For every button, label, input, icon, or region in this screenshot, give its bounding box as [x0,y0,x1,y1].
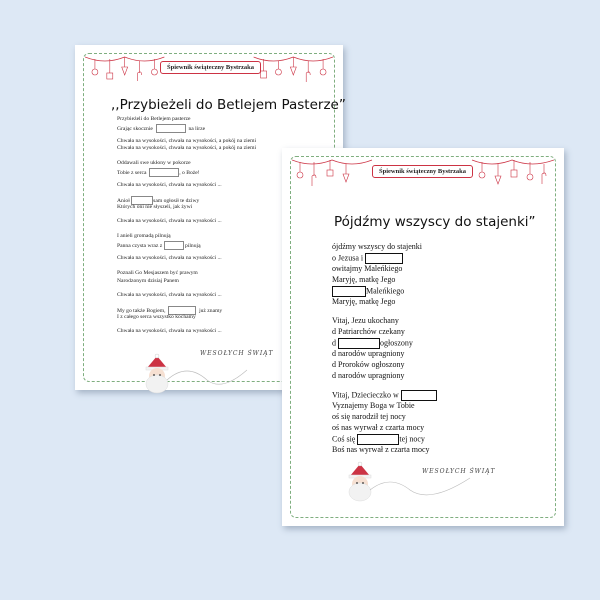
greeting-text: WESOŁYCH ŚWIĄT [422,468,496,475]
lyric-line: Anioł sam ogłosił te dziwy [117,197,200,204]
lyric-line: Narodzonym dzisiaj Panem [117,278,179,284]
song-title: ,,Przybieżeli do Betlejem Pasterze” [111,97,346,113]
lyric-line: Chwała na wysokości, chwała na wysokości, a pokój na ziemi [117,145,257,151]
greeting-text: WESOŁYCH ŚWIĄT [200,350,274,357]
lyric-line: I z całego serca wszystko kochamy [117,314,196,320]
lyric-line: d Proroków ogłoszony [332,360,405,369]
fill-in-blank[interactable] [164,241,184,250]
santa-illustration [133,350,253,400]
lyric-line: Chwała na wysokości, chwała na wysokości ... [117,328,222,334]
fill-in-blank[interactable] [401,390,437,401]
lyric-line: Vitaj, Dzieciecz​ko w [332,390,437,401]
fill-in-blank[interactable] [365,253,403,264]
lyric-line: Maryję, matkę Jego [332,297,396,306]
lyric-line: Vitaj, Jezu ukochany [332,316,399,325]
lyric-line: d Patriarchów czekany [332,327,405,336]
lyric-line: d narodów upragniony [332,349,405,358]
lyric-line: o Jezusa i [332,253,403,264]
lyric-line: Vyznajemy Boga w Tobie [332,401,415,410]
lyric-line: Coś się tej nocy [332,434,425,444]
fill-in-blank[interactable] [149,168,179,177]
song-title: Pójdźmy wszyscy do stajenki” [334,214,536,230]
lyric-line: Chwała na wysokości, chwała na wysokości ... [117,182,222,188]
fill-in-blank[interactable] [338,338,380,349]
santa-illustration [340,458,490,508]
songbook-header-label: Śpiewnik świąteczny Bystrzaka [372,165,473,178]
lyric-line: My go także Bogiem, już znamy [117,307,223,314]
fill-in-blank[interactable] [332,286,366,297]
lyric-line: Chwała na wysokości, chwała na wysokości, a pokój na ziemi [117,138,257,144]
lyric-line: Przybieżeli do Betlejem pasterze [117,116,191,122]
lyric-line: Poznali Go Mesjaszem być prawym [117,270,198,276]
lyric-line: Chwała na wysokości, chwała na wysokości ... [117,218,222,224]
lyric-line: Maryję, matkę Jego [332,275,396,284]
lyric-line: Chwała na wysokości, chwała na wysokości ... [117,292,222,298]
lyric-line: Chwała na wysokości, chwała na wysokości ... [117,255,222,261]
lyric-line: oś się narodził tej nocy [332,412,406,421]
songbook-header-label: Śpiewnik świąteczny Bystrzaka [160,61,261,74]
lyric-line: Grając skocznie na lirze [117,125,206,132]
lyric-line: Tobie z serca , o Boże! [117,169,200,176]
lyric-line: d narodów upragniony [332,371,405,380]
lyric-line: Maleńkiego [332,286,404,297]
fill-in-blank[interactable] [357,434,399,445]
lyric-line: Boś nas wyrwał z czarta mocy [332,445,430,454]
lyric-line: Panna czysta wraz z pilnują [117,242,201,249]
lyric-line: owitajmy Maleńkiego [332,264,403,273]
lyric-line: Oddawali swe ukłony w pokorze [117,160,191,166]
lyric-line: ójdźmy wszyscy do stajenki [332,242,422,251]
lyric-line: d ogłoszony [332,338,413,348]
fill-in-blank[interactable] [156,124,186,133]
lyric-line: oś nas wyrwał z czarta mocy [332,423,425,432]
lyric-line: I anieli gromadą pilnują [117,233,171,239]
lyric-line: Których oni nie słyszeli, jak żywi [117,204,193,210]
worksheet-page-2 [282,148,564,526]
